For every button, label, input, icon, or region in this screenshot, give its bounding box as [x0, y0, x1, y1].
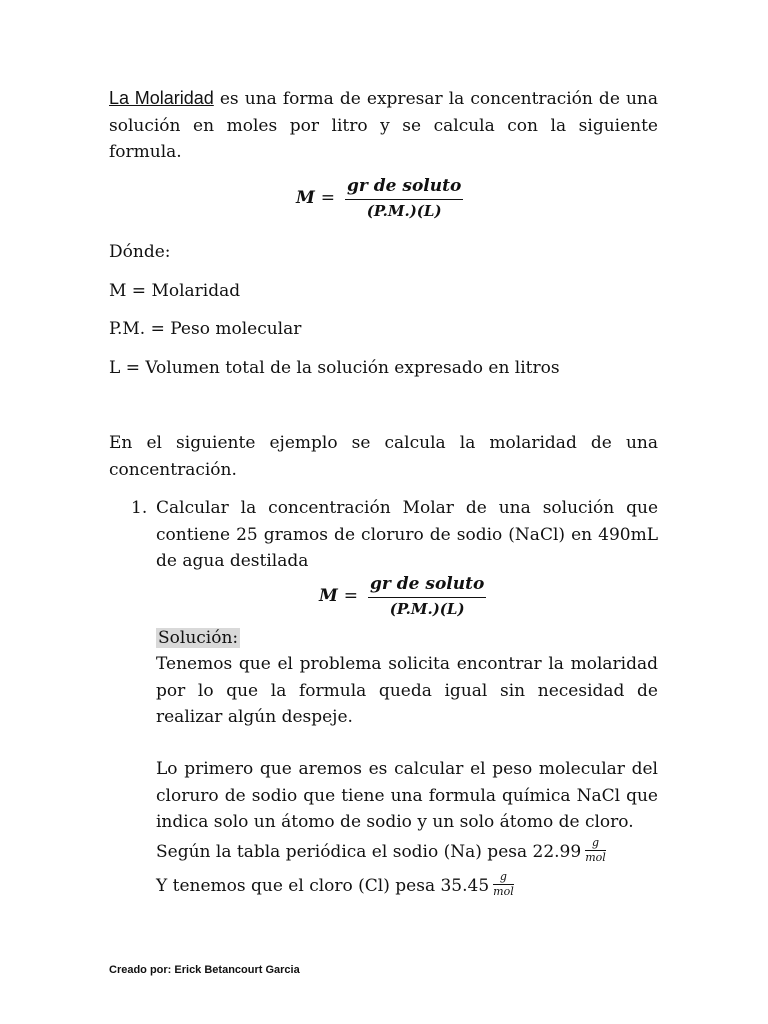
example-intro: En el siguiente ejemplo se calcula la molaridad de una concentración. — [109, 433, 658, 480]
solution-label-line — [156, 625, 658, 652]
molecular-weight-paragraph: Lo primero que aremos es calcular el peso molecular del cloruro de sodio que tiene una formula química NaCl que indica solo un átomo de sodio y un solo átomo de cloro. — [156, 759, 658, 832]
footer-author: Creado por: Erick Betancourt Garcia — [109, 964, 300, 976]
formula-lhs: M = — [319, 586, 358, 607]
formula-lhs: M = — [296, 188, 335, 209]
problem-statement: Calcular la concentración Molar de una solución que contiene 25 gramos de cloruro de sodio (NaCl) en 490mL de agua destilada — [156, 498, 658, 571]
definition-item: P.M. = Peso molecular — [109, 319, 302, 339]
molarity-formula — [296, 176, 463, 220]
formula-numerator: gr de soluto — [347, 176, 462, 196]
formula-numerator: gr de soluto — [370, 574, 485, 594]
formula-denominator: (P.M.)(L) — [389, 600, 465, 619]
solution-text: Tenemos que el problema solicita encontrar la molaridad por lo que la formula queda igual sin necesidad de realizar algún despeje. — [156, 654, 658, 727]
intro-paragraph — [109, 85, 658, 166]
definitions-heading: Dónde: — [109, 242, 171, 262]
problem-number: 1. — [131, 498, 148, 518]
solution-label: Solución: — [158, 628, 239, 648]
molarity-formula-example — [319, 574, 486, 618]
definition-item: L = Volumen total de la solución expresado en litros — [109, 358, 560, 378]
formula-denominator: (P.M.)(L) — [366, 202, 442, 221]
formula-fraction — [368, 574, 486, 618]
chlorine-weight-line: Y tenemos que el cloro (Cl) pesa 35.45 $\frac{g}{\text{mol}}$ — [156, 870, 514, 898]
unit-fraction: $\frac{g}{\text{mol}}$ — [493, 870, 514, 898]
definition-item: M = Molaridad — [109, 281, 241, 301]
formula-fraction — [345, 176, 463, 220]
sodium-weight-line: Según la tabla periódica el sodio (Na) pesa 22.99 $\frac{g}{\text{mol}}$ — [156, 836, 606, 864]
intro-rest: es una forma de expresar la concentración de una solución en moles por litro y se calcula con la siguiente formula. — [109, 89, 659, 162]
unit-fraction: $\frac{g}{\text{mol}}$ — [585, 836, 606, 864]
intro-term: La Molaridad — [109, 88, 214, 108]
